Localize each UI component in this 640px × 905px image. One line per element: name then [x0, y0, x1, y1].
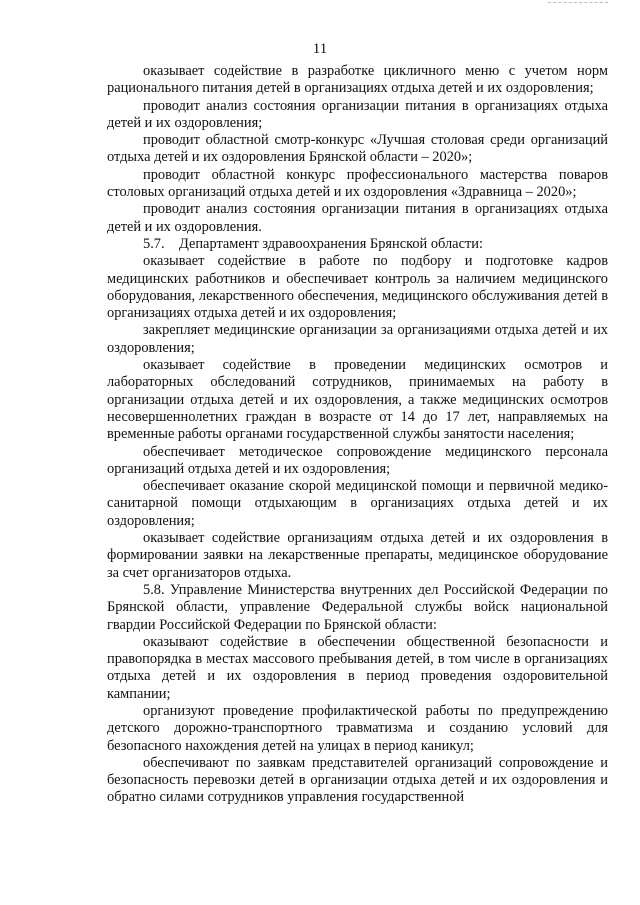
paragraph: оказывает содействие организациям отдыха детей и их оздоровления в формировании заявки на лекарственные препараты, медицинское оборудование за счет организаторов отдыха.: [107, 530, 608, 581]
paragraph: проводит областной конкурс профессионального мастерства поваров столовых организаций отдыха детей и их оздоровления «Здравница – 2020»;: [107, 166, 608, 201]
top-divider: [548, 2, 608, 3]
paragraph: закрепляет медицинские организации за организациями отдыха детей и их оздоровления;: [107, 322, 608, 356]
paragraph: обеспечивает оказание скорой медицинской помощи и первичной медико-санитарной помощи отдыхающим в организациях отдыха детей и их оздоровления;: [107, 478, 608, 529]
paragraph: оказывает содействие в разработке цикличного меню с учетом норм рационального питания детей в организациях отдыха детей и их оздоровления;: [107, 63, 608, 97]
paragraph: обеспечивает методическое сопровождение медицинского персонала организаций отдыха детей и их оздоровления;: [107, 443, 608, 477]
paragraph: проводит анализ состояния организации питания в организациях отдыха детей и их оздоровления.: [107, 201, 608, 235]
page-number: 11: [312, 41, 328, 57]
paragraph: оказывают содействие в обеспечении общественной безопасности и правопорядка в местах массового пребывания детей, в том числе в организациях отдыха детей и их оздоровления в период проведения оздоровительной кампании;: [107, 633, 608, 702]
section-heading-5-7: 5.7. Департамент здравоохранения Брянской области:: [143, 235, 483, 252]
document-body: [107, 63, 608, 807]
paragraph: проводит областной смотр-конкурс «Лучшая столовая среди организаций отдыха детей и их оздоровления Брянской области – 2020»;: [107, 132, 608, 166]
paragraph: обеспечивают по заявкам представителей организаций сопровождение и безопасность перевозки детей в организации отдыха детей и их оздоровления и обратно силами сотрудников управления государственной: [107, 754, 608, 806]
paragraph: оказывает содействие в проведении медицинских осмотров и лабораторных обследований сотрудников, принимаемых на работу в организации отдыха детей и их оздоровления, а также медицинских осмотров несовершеннолетних граждан в возрасте от 14 до 17 лет, направляемых на временные работы органами государственной службы занятости населения;: [107, 357, 608, 443]
section-heading-5-8: 5.8. Управление Министерства внутренних дел Российской Федерации по Брянской области, управление Федеральной службы войск национальной гвардии Российской Федерации по Брянской области:: [107, 581, 608, 633]
paragraph: оказывает содействие в работе по подбору и подготовке кадров медицинских работников и обеспечивает контроль за наличием медицинского оборудования, лекарственного обеспечения, медицинского обслуживания детей в организациях отдыха детей и их оздоровления;: [107, 253, 608, 322]
paragraph: организуют проведение профилактической работы по предупреждению детского дорожно-транспортного травматизма и созданию условий для безопасного нахождения детей на улицах в период каникул;: [107, 702, 608, 754]
paragraph: проводит анализ состояния организации питания в организациях отдыха детей и их оздоровления;: [107, 97, 608, 131]
